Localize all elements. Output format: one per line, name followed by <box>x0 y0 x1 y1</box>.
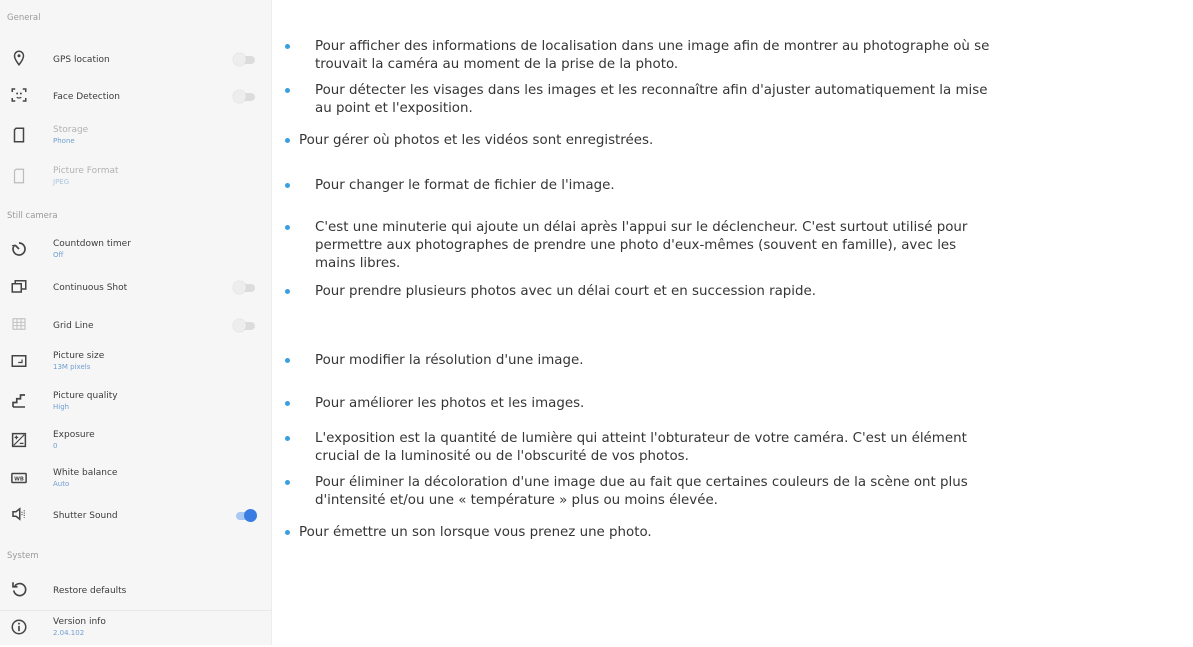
note-storage <box>285 132 1165 150</box>
bullet-dot <box>285 480 290 485</box>
setting-label: Picture Format <box>53 166 119 176</box>
setting-value: JPEG <box>53 178 70 186</box>
setting-label: Exposure <box>53 430 95 440</box>
note-face-detection <box>285 82 1165 118</box>
setting-face-detection[interactable] <box>0 79 271 115</box>
note-picture-size <box>285 352 1165 370</box>
bullet-dot <box>285 358 290 363</box>
note-line: crucial de la luminosité ou de l'obscurité de vos photos. <box>315 449 689 464</box>
white-balance-icon <box>9 468 29 488</box>
section-system-title: System <box>7 551 39 561</box>
shutter-sound-toggle[interactable] <box>233 510 257 522</box>
setting-label: Storage <box>53 125 89 135</box>
note-line: Pour émettre un son lorsque vous prenez une photo. <box>299 525 652 540</box>
setting-continuous-shot[interactable] <box>0 270 271 306</box>
bullet-dot <box>285 44 290 49</box>
note-line: d'intensité et/ou une « température » plus ou moins élevée. <box>315 493 718 508</box>
setting-storage[interactable] <box>0 119 271 155</box>
setting-label: Continuous Shot <box>53 283 128 293</box>
setting-grid-line[interactable] <box>0 308 271 344</box>
continuous-shot-toggle[interactable] <box>233 282 257 294</box>
note-line: au point et l'exposition. <box>315 101 473 116</box>
setting-picture-format[interactable] <box>0 160 271 196</box>
note-line: Pour prendre plusieurs photos avec un délai court et en succession rapide. <box>315 284 817 299</box>
bullet-dot <box>285 530 290 535</box>
setting-label: Grid Line <box>53 321 94 331</box>
note-picture-format <box>285 177 1165 195</box>
setting-shutter-sound[interactable] <box>0 498 271 534</box>
bullet-dot <box>285 401 290 406</box>
bullet-dot <box>285 183 290 188</box>
info-icon <box>9 617 29 637</box>
note-line: Pour améliorer les photos et les images. <box>315 396 585 411</box>
note-picture-quality <box>285 395 1165 413</box>
gps-toggle[interactable] <box>233 54 257 66</box>
note-line: permettre aux photographes de prendre une photo d'eux-mêmes (souvent en famille), avec les <box>315 238 957 253</box>
bullet-dot <box>285 225 290 230</box>
setting-label: Picture quality <box>53 391 118 401</box>
note-line: Pour modifier la résolution d'une image. <box>315 353 584 368</box>
setting-countdown-timer[interactable] <box>0 233 271 269</box>
note-continuous-shot <box>285 283 1165 301</box>
note-line: trouvait la caméra au moment de la prise de la photo. <box>315 57 679 72</box>
setting-picture-quality[interactable] <box>0 385 271 421</box>
restore-icon <box>9 579 29 599</box>
setting-label: Restore defaults <box>53 586 127 596</box>
exposure-icon <box>9 430 29 450</box>
sd-card-icon <box>9 125 29 145</box>
setting-value: Auto <box>53 480 70 488</box>
bullet-dot <box>285 138 290 143</box>
quality-steps-icon <box>9 391 29 411</box>
setting-version-info[interactable] <box>0 611 271 647</box>
bullet-dot <box>285 289 290 294</box>
note-white-balance <box>285 474 1165 510</box>
note-line: Pour gérer où photos et les vidéos sont enregistrées. <box>299 133 654 148</box>
setting-restore-defaults[interactable] <box>0 573 271 609</box>
svg-text:WB: WB <box>14 476 24 483</box>
setting-label: Shutter Sound <box>53 511 118 521</box>
setting-value: Phone <box>53 137 75 145</box>
setting-value: High <box>53 403 70 411</box>
note-gps-location <box>285 38 1165 74</box>
bullet-dot <box>285 88 290 93</box>
speaker-icon <box>9 504 29 524</box>
note-exposure <box>285 430 1165 466</box>
setting-picture-size[interactable] <box>0 345 271 381</box>
burst-shot-icon <box>9 276 29 296</box>
setting-gps-location[interactable] <box>0 42 271 78</box>
setting-label: Face Detection <box>53 92 120 102</box>
note-countdown-timer <box>285 219 1165 273</box>
note-line: L'exposition est la quantité de lumière qui atteint l'obturateur de votre caméra. C'est un élément <box>315 431 967 446</box>
note-line: Pour afficher des informations de localisation dans une image afin de montrer au photographe où se <box>315 39 990 54</box>
grid-line-toggle[interactable] <box>233 320 257 332</box>
file-format-icon <box>9 166 29 186</box>
setting-label: GPS location <box>53 55 110 65</box>
note-line: C'est une minuterie qui ajoute un délai après l'appui sur le déclencheur. C'est surtout utilisé pour <box>315 220 968 235</box>
setting-value: 2.04.102 <box>53 629 85 637</box>
section-still-camera-title: Still camera <box>7 211 58 221</box>
grid-icon <box>9 314 29 334</box>
setting-exposure[interactable] <box>0 424 271 460</box>
setting-label: Countdown timer <box>53 239 131 249</box>
bullet-dot <box>285 436 290 441</box>
settings-panel <box>0 0 272 645</box>
section-general-title: General <box>7 13 41 23</box>
setting-label: White balance <box>53 468 118 478</box>
timer-icon <box>9 239 29 259</box>
setting-label: Picture size <box>53 351 105 361</box>
setting-label: Version info <box>53 617 106 627</box>
face-detect-icon <box>9 85 29 105</box>
note-line: Pour changer le format de fichier de l'image. <box>315 178 615 193</box>
setting-white-balance[interactable] <box>0 462 271 498</box>
setting-value: 0 <box>53 442 58 450</box>
note-line: Pour éliminer la décoloration d'une image due au fait que certaines couleurs de la scène ont plus <box>315 475 968 490</box>
setting-value: 13M pixels <box>53 363 91 371</box>
location-pin-icon <box>9 48 29 68</box>
face-detection-toggle[interactable] <box>233 91 257 103</box>
note-shutter-sound <box>285 524 1165 542</box>
setting-value: Off <box>53 251 64 259</box>
picture-size-icon <box>9 351 29 371</box>
note-line: Pour détecter les visages dans les images et les reconnaître afin d'ajuster automatiquement la mise <box>315 83 988 98</box>
note-line: mains libres. <box>315 256 401 271</box>
